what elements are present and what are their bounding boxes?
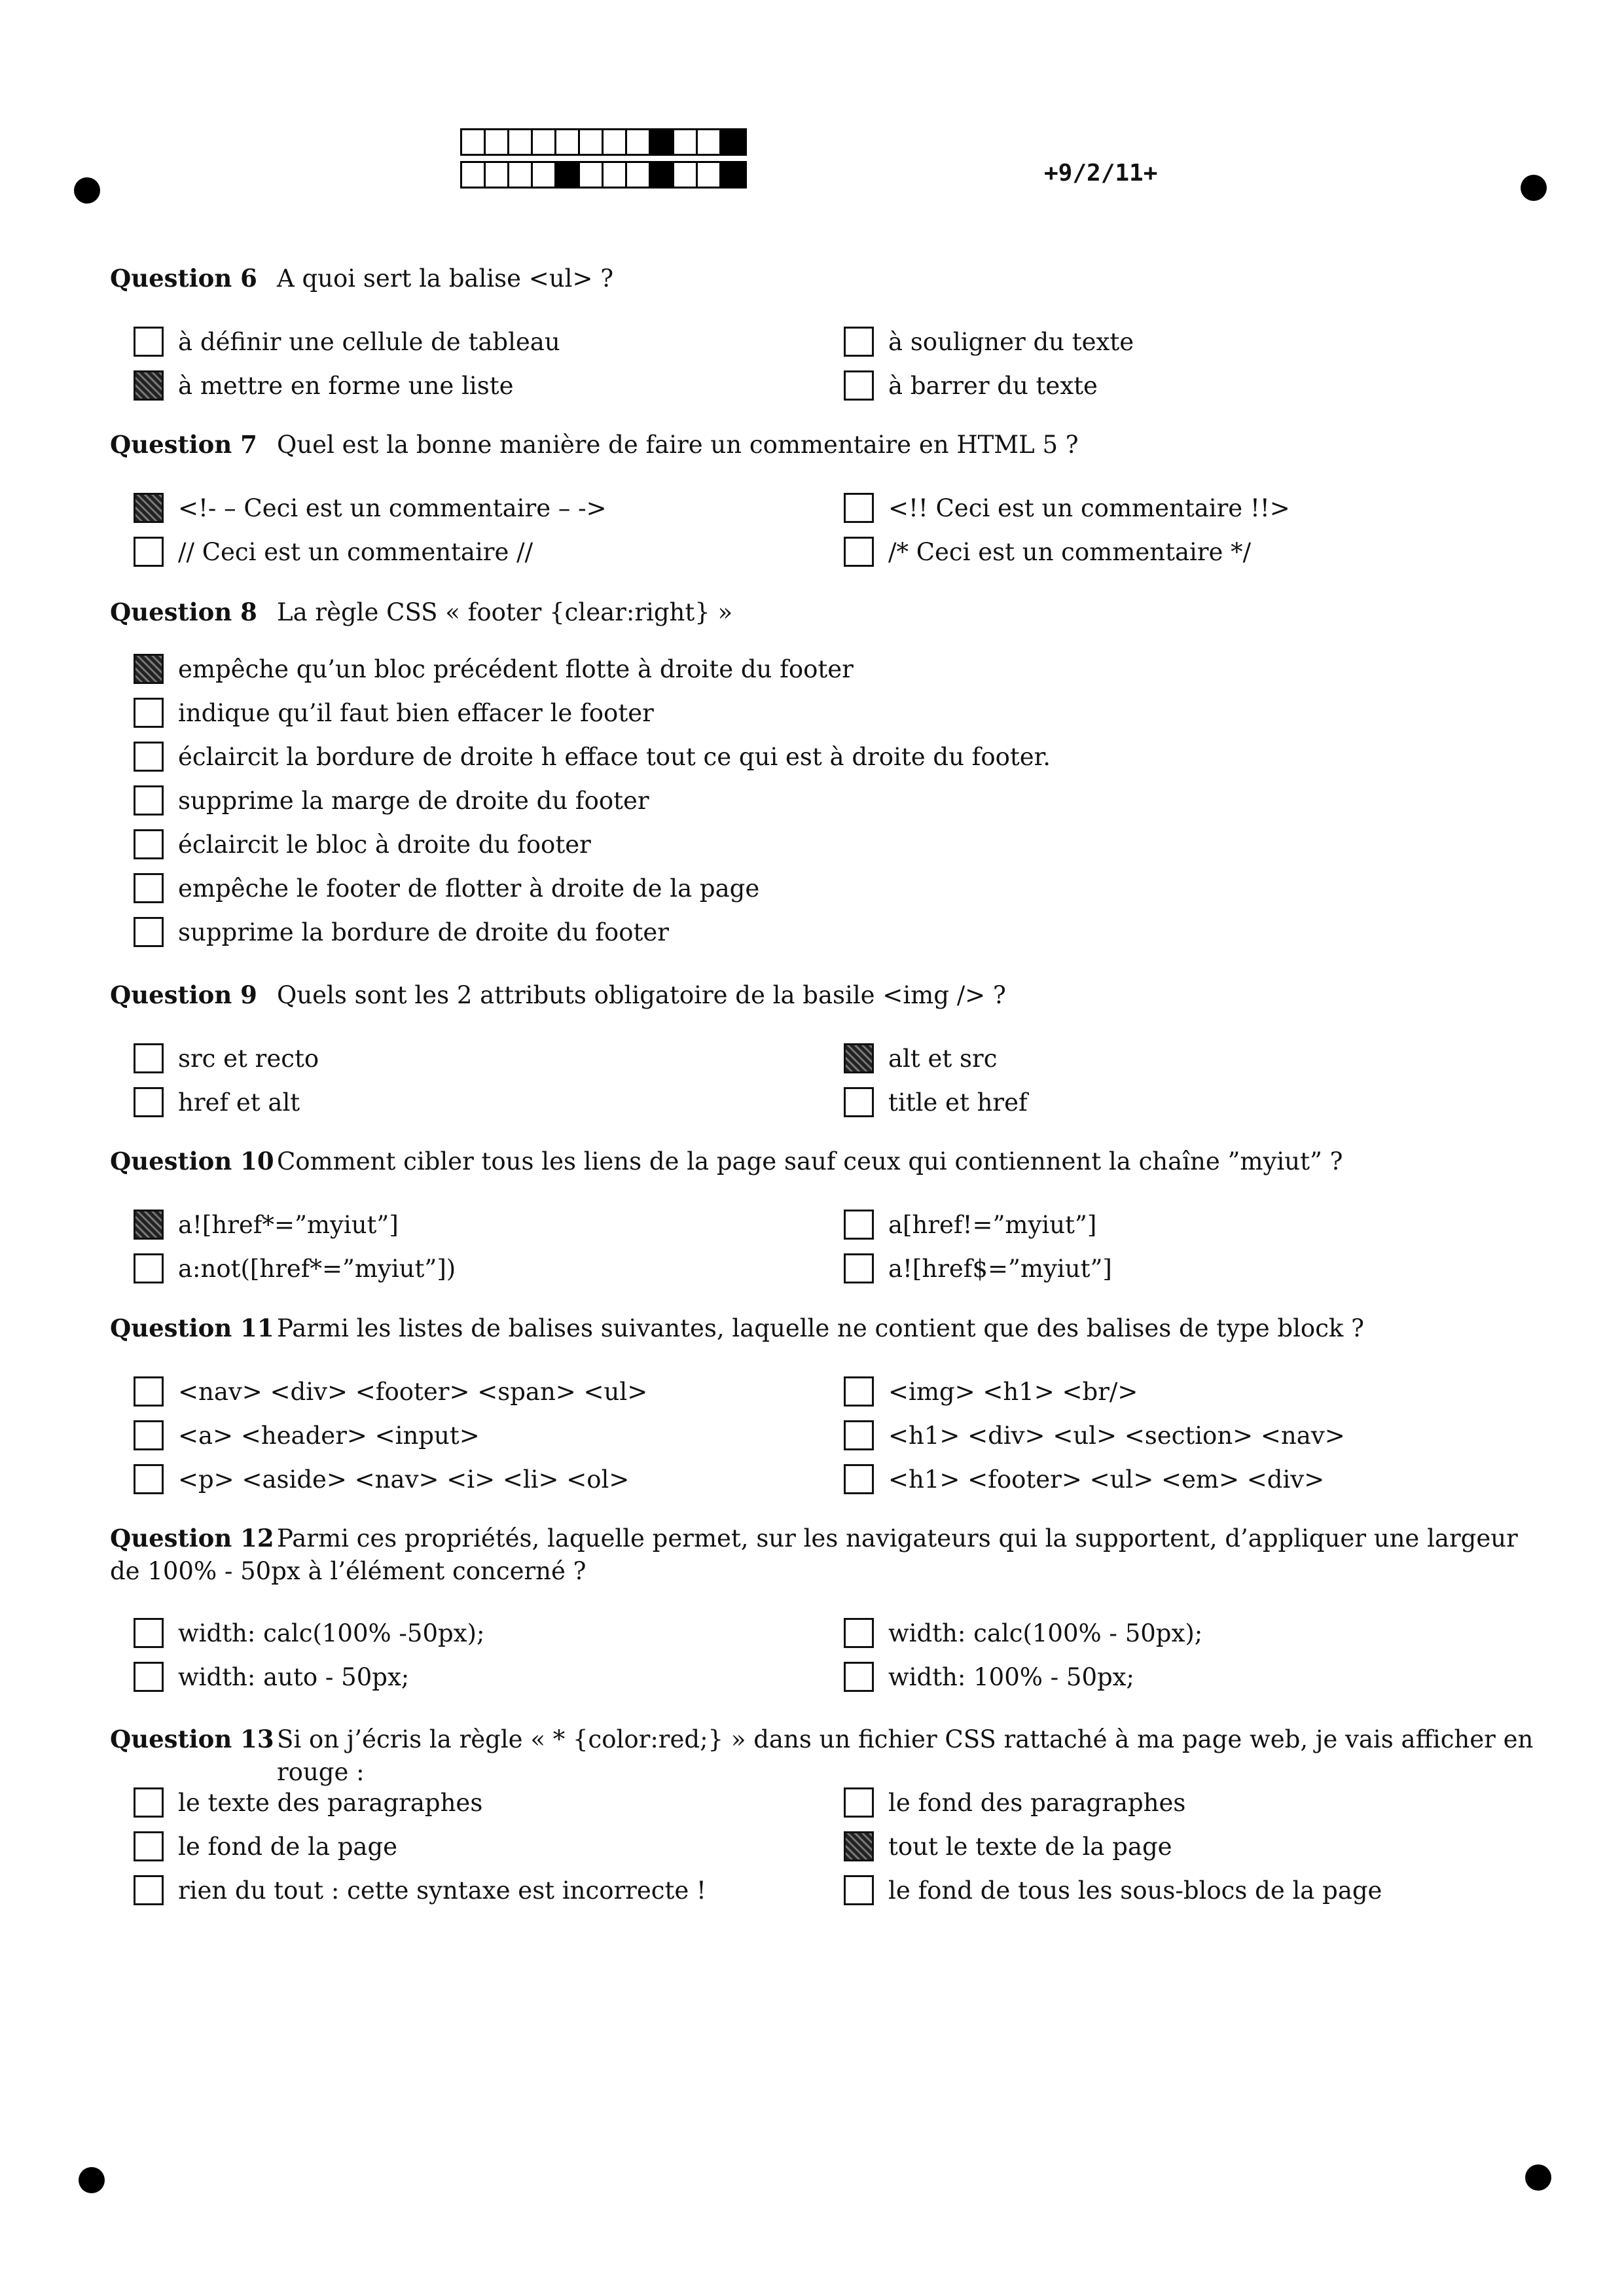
answer-option[interactable] [134,1083,300,1122]
answer-label: a![href*=”myiut”] [178,1210,399,1239]
answer-option[interactable] [134,1871,706,1910]
answer-option[interactable] [134,1249,456,1288]
answer-label: <h1> <div> <ul> <section> <nav> [888,1421,1345,1450]
barcode-cell [627,163,651,187]
barcode-row-2 [460,161,747,188]
answer-option[interactable] [134,1783,482,1822]
empty-checkbox[interactable] [134,1420,164,1450]
question-label: Question 9 [110,980,257,1009]
answer-option[interactable] [134,366,514,405]
answer-label: éclaircit la bordure de droite h efface tout ce qui est à droite du footer. [178,742,1051,771]
empty-checkbox[interactable] [844,1420,874,1450]
answer-label: <img> <h1> <br/> [888,1377,1138,1406]
registration-mark-bottom-right [1525,2164,1551,2191]
answer-option[interactable] [844,1039,997,1078]
barcode-cell [721,130,745,154]
answer-option[interactable] [134,737,1051,776]
empty-checkbox[interactable] [844,1787,874,1818]
answer-label: empêche le footer de flotter à droite de la page [178,874,760,903]
answer-option[interactable] [134,532,533,571]
empty-checkbox[interactable] [844,1464,874,1494]
answer-label: src et recto [178,1044,319,1073]
question-label: Question 12 [110,1524,274,1552]
barcode-cell [580,130,604,154]
empty-checkbox[interactable] [844,1875,874,1905]
empty-checkbox[interactable] [134,698,164,728]
empty-checkbox[interactable] [134,1662,164,1692]
empty-checkbox[interactable] [134,1875,164,1905]
barcode-row-1 [460,128,747,156]
answer-label: <a> <header> <input> [178,1421,480,1450]
registration-mark-top-left [74,177,100,204]
question-10 [110,1145,1537,1283]
answer-label: à souligner du texte [888,327,1134,356]
answer-option[interactable] [134,1460,629,1499]
answer-option[interactable] [844,1657,1134,1696]
answer-label: // Ceci est un commentaire // [178,537,533,566]
answer-option[interactable] [134,649,854,689]
question-7 [110,428,1537,566]
answer-label: <nav> <div> <footer> <span> <ul> [178,1377,648,1406]
empty-checkbox[interactable] [134,1787,164,1818]
answer-option[interactable] [134,693,654,732]
question-text: La règle CSS « footer {clear:right} » [277,598,733,626]
question-label: Question 11 [110,1314,274,1342]
empty-checkbox[interactable] [134,1043,164,1073]
answer-option[interactable] [134,1613,484,1653]
barcode-cell [556,163,580,187]
question-label: Question 6 [110,264,257,293]
answer-option[interactable] [844,1205,1096,1244]
empty-checkbox[interactable] [844,1253,874,1283]
answer-label: le fond de la page [178,1832,398,1861]
answer-option[interactable] [844,1871,1382,1910]
answer-option[interactable] [844,322,1134,361]
barcode-cell [604,130,627,154]
answer-label: a:not([href*=”myiut”]) [178,1254,456,1283]
answer-label: rien du tout : cette syntaxe est incorrecte ! [178,1876,706,1905]
empty-checkbox[interactable] [844,1087,874,1117]
checked-checkbox[interactable] [844,1043,874,1073]
answer-label: éclaircit le bloc à droite du footer [178,830,591,859]
answer-label: <h1> <footer> <ul> <em> <div> [888,1465,1325,1494]
barcode-cell [486,130,509,154]
answer-label: à mettre en forme une liste [178,371,514,400]
page-id: +9/2/11+ [1044,160,1158,187]
question-text: Parmi ces propriétés, laquelle permet, sur les navigateurs qui la supportent, d’appliquer une largeur de 100% - 50px à l’élément concerné ? [110,1524,1518,1585]
question-8 [110,596,1537,946]
answer-option[interactable] [844,1416,1345,1455]
checked-checkbox[interactable] [134,654,164,684]
answer-option[interactable] [844,1083,1028,1122]
question-11 [110,1312,1537,1494]
empty-checkbox[interactable] [844,1376,874,1407]
answer-label: width: calc(100% - 50px); [888,1619,1203,1647]
empty-checkbox[interactable] [844,327,874,357]
empty-checkbox[interactable] [134,537,164,567]
answer-label: title et href [888,1088,1028,1117]
answer-option[interactable] [134,1372,647,1411]
answer-option[interactable] [134,825,591,864]
barcode-cell [698,130,721,154]
question-text: Comment cibler tous les liens de la page sauf ceux qui contiennent la chaîne ”myiut” ? [277,1147,1343,1175]
checked-checkbox[interactable] [134,370,164,401]
empty-checkbox[interactable] [844,1618,874,1648]
answer-label: <p> <aside> <nav> <i> <li> <ol> [178,1465,630,1494]
empty-checkbox[interactable] [134,917,164,947]
answer-label: supprime la bordure de droite du footer [178,918,669,946]
answer-option[interactable] [844,1372,1138,1411]
answer-option[interactable] [844,1249,1112,1288]
question-9 [110,978,1537,1117]
answer-label: href et alt [178,1088,300,1117]
empty-checkbox[interactable] [134,1087,164,1117]
question-13 [110,1723,1537,1905]
empty-checkbox[interactable] [134,829,164,859]
answer-option[interactable] [134,322,560,361]
answer-option[interactable] [844,1827,1172,1866]
empty-checkbox[interactable] [844,537,874,567]
barcode-cell [721,163,745,187]
registration-mark-bottom-left [79,2167,105,2193]
barcode-cell [604,163,627,187]
answer-label: tout le texte de la page [888,1832,1172,1861]
question-text: Quels sont les 2 attributs obligatoire de la basile <img /> ? [277,981,1006,1009]
answer-option[interactable] [134,1205,399,1244]
empty-checkbox[interactable] [134,1376,164,1407]
answer-option[interactable] [844,366,1098,405]
question-12 [110,1522,1537,1691]
answer-option[interactable] [134,488,607,528]
answer-option[interactable] [844,1613,1202,1653]
barcode-cell [533,163,556,187]
checked-checkbox[interactable] [134,1210,164,1240]
answer-label: width: auto - 50px; [178,1662,410,1691]
answer-option[interactable] [844,1783,1185,1822]
question-label: Question 8 [110,598,257,626]
barcode-cell [486,163,509,187]
question-label: Question 13 [110,1725,274,1753]
answer-option[interactable] [134,1416,480,1455]
answer-label: width: 100% - 50px; [888,1662,1135,1691]
answer-label: alt et src [888,1044,998,1073]
empty-checkbox[interactable] [134,327,164,357]
question-text: A quoi sert la balise <ul> ? [277,264,614,293]
barcode-cell [580,163,604,187]
answer-option[interactable] [844,488,1290,528]
barcode-cell [533,130,556,154]
answer-option[interactable] [134,869,759,908]
empty-checkbox[interactable] [134,873,164,903]
question-text: Si on j’écris la règle « * {color:red;} » dans un fichier CSS rattaché à ma page web, je vais afficher en rouge : [277,1725,1534,1786]
answer-label: le fond des paragraphes [888,1788,1186,1817]
question-label: Question 10 [110,1147,274,1175]
answer-label: le fond de tous les sous-blocs de la page [888,1876,1382,1905]
question-text: Parmi les listes de balises suivantes, laquelle ne contient que des balises de type block ? [277,1314,1364,1342]
answer-option[interactable] [134,912,669,952]
empty-checkbox[interactable] [134,1831,164,1861]
barcode-cell [698,163,721,187]
question-text: Quel est la bonne manière de faire un commentaire en HTML 5 ? [277,431,1079,459]
empty-checkbox[interactable] [844,1662,874,1692]
checked-checkbox[interactable] [134,493,164,523]
question-label: Question 7 [110,430,257,459]
barcode-cell [509,163,533,187]
registration-mark-top-right [1521,175,1547,201]
answer-option[interactable] [844,532,1251,571]
barcode-cell [509,130,533,154]
empty-checkbox[interactable] [134,742,164,772]
answer-option[interactable] [134,1657,409,1696]
barcode-cell [556,130,580,154]
answer-label: width: calc(100% -50px); [178,1619,485,1647]
answer-label: indique qu’il faut bien effacer le footer [178,698,654,727]
answer-option[interactable] [134,1039,319,1078]
barcode-cell [651,163,674,187]
answer-label: à barrer du texte [888,371,1098,400]
barcode-cell [627,130,651,154]
answer-label: le texte des paragraphes [178,1788,483,1817]
empty-checkbox[interactable] [844,493,874,523]
barcode-cell [462,163,486,187]
answer-label: <!! Ceci est un commentaire !!> [888,493,1290,522]
answer-label: à définir une cellule de tableau [178,327,560,356]
answer-label: empêche qu’un bloc précédent flotte à droite du footer [178,655,854,683]
checked-checkbox[interactable] [844,1831,874,1861]
question-6 [110,262,1537,400]
empty-checkbox[interactable] [134,1464,164,1494]
barcode-cell [651,130,674,154]
barcode-cell [462,130,486,154]
answer-option[interactable] [134,1827,397,1866]
answer-label: a![href$=”myiut”] [888,1254,1112,1283]
answer-label: <!- – Ceci est un commentaire – -> [178,493,607,522]
empty-checkbox[interactable] [844,1210,874,1240]
answer-option[interactable] [134,781,649,820]
barcode-cell [674,163,698,187]
answer-option[interactable] [844,1460,1324,1499]
empty-checkbox[interactable] [134,1253,164,1283]
answer-label: /* Ceci est un commentaire */ [888,537,1252,566]
empty-checkbox[interactable] [134,785,164,816]
barcode-cell [674,130,698,154]
answer-label: supprime la marge de droite du footer [178,786,649,815]
empty-checkbox[interactable] [844,370,874,401]
answer-label: a[href!=”myiut”] [888,1210,1097,1239]
empty-checkbox[interactable] [134,1618,164,1648]
